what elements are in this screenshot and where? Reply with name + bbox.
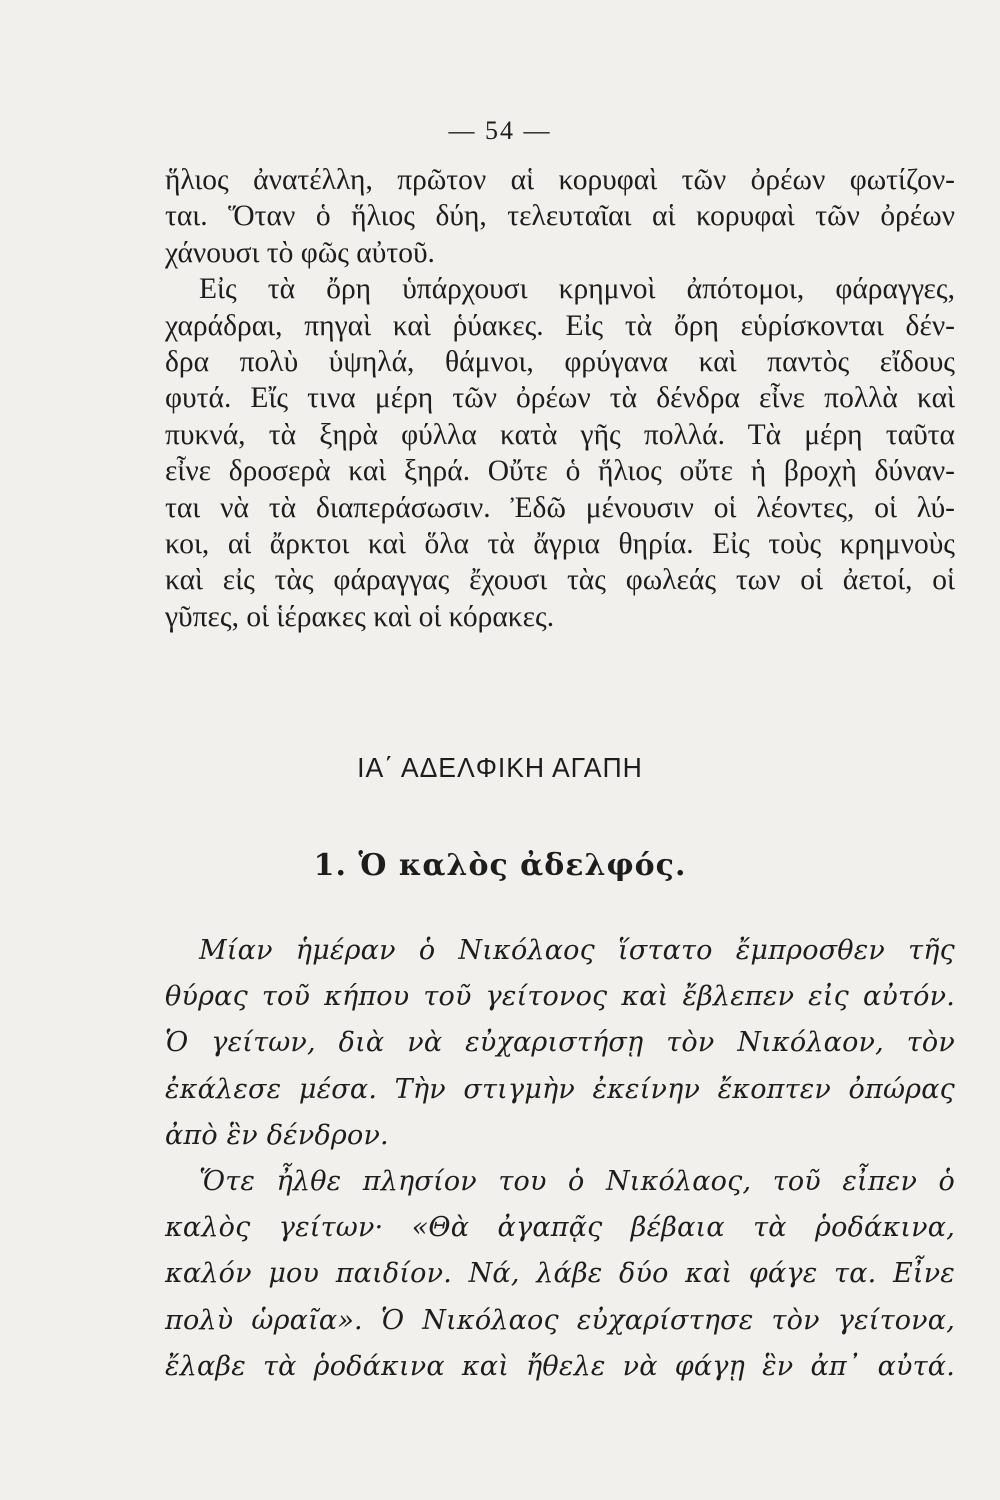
text-line: ἀπὸ ἓν δένδρον. (165, 1119, 389, 1151)
story-text (165, 928, 955, 1390)
body-text (165, 162, 955, 635)
text-line: ται νὰ τὰ διαπεράσωσιν. Ἐδῶ μένουσιν οἱ λέοντες, οἱ λύ- (165, 491, 955, 524)
page-number: — 54 — (448, 116, 552, 145)
text-line: Μίαν ἡμέραν ὁ Νικόλαος ἵστατο ἔμπροσθεν τῆς (199, 935, 955, 966)
text-line: ται. Ὅταν ὁ ἥλιος δύη, τελευταῖαι αἱ κορυφαὶ τῶν ὀρέων (165, 200, 955, 233)
text-line: φυτά. Εἴς τινα μέρη τῶν ὀρέων τὰ δένδρα εἶνε πολλὰ καὶ (165, 382, 955, 415)
text-line: δρα πολὺ ὑψηλά, θάμνοι, φρύγανα καὶ παντὸς εἴδους (165, 346, 955, 379)
section-title: 1. Ὁ καλὸς ἀδελφός. (313, 848, 687, 883)
text-line: κοι, αἱ ἄρκτοι καὶ ὅλα τὰ ἄγρια θηρία. Εἰς τοὺς κρημνοὺς (165, 528, 955, 561)
chapter-title: ΙΑ΄ ΑΔΕΛΦΙΚΗ ΑΓΑΠΗ (357, 752, 643, 783)
text-line: εἶνε δροσερὰ καὶ ξηρά. Οὔτε ὁ ἥλιος οὔτε ἡ βροχὴ δύναν- (165, 455, 955, 488)
text-line: Εἰς τὰ ὄρη ὑπάρχουσι κρημνοὶ ἀπότομοι, φάραγγες, (199, 273, 955, 306)
text-line: πολὺ ὡραῖα». Ὁ Νικόλαος εὐχαρίστησε τὸν γείτονα, (165, 1304, 955, 1336)
text-line: καλὸς γείτων· «Θὰ ἀγαπᾷς βέβαια τὰ ῥοδάκινα, (165, 1212, 955, 1244)
text-line: καὶ εἰς τὰς φάραγγας ἔχουσι τὰς φωλεάς των οἱ ἀετοί, οἱ (165, 564, 955, 597)
text-line: γῦπες, οἱ ἱέρακες καὶ οἱ κόρακες. (165, 600, 555, 633)
text-line: Ὅτε ἦλθε πλησίον του ὁ Νικόλαος, τοῦ εἶπεν ὁ (199, 1166, 955, 1198)
text-line: ἥλιος ἀνατέλλη, πρῶτον αἱ κορυφαὶ τῶν ὀρέων φωτίζον- (165, 164, 955, 196)
text-line: πυκνά, τὰ ξηρὰ φύλλα κατὰ γῆς πολλά. Τὰ μέρη ταῦτα (165, 418, 955, 451)
text-line: Ὁ γείτων, διὰ νὰ εὐχαριστήσῃ τὸν Νικόλαον, τὸν (165, 1027, 955, 1059)
text-line: ἔλαβε τὰ ῥοδάκινα καὶ ἤθελε νὰ φάγῃ ἓν ἀπ᾽ αὐτά. (165, 1350, 955, 1382)
text-line: θύρας τοῦ κήπου τοῦ γείτονος καὶ ἔβλεπεν εἰς αὐτόν. (165, 981, 955, 1013)
text-line: χάνουσι τὸ φῶς αὐτοῦ. (165, 236, 435, 269)
text-line: καλόν μου παιδίον. Νά, λάβε δύο καὶ φάγε τα. Εἶνε (165, 1258, 955, 1290)
text-line: ἐκάλεσε μέσα. Τὴν στιγμὴν ἐκείνην ἔκοπτεν ὀπώρας (165, 1073, 955, 1105)
text-line: χαράδραι, πηγαὶ καὶ ῥύακες. Εἰς τὰ ὄρη εὑρίσκονται δέν- (165, 309, 955, 342)
